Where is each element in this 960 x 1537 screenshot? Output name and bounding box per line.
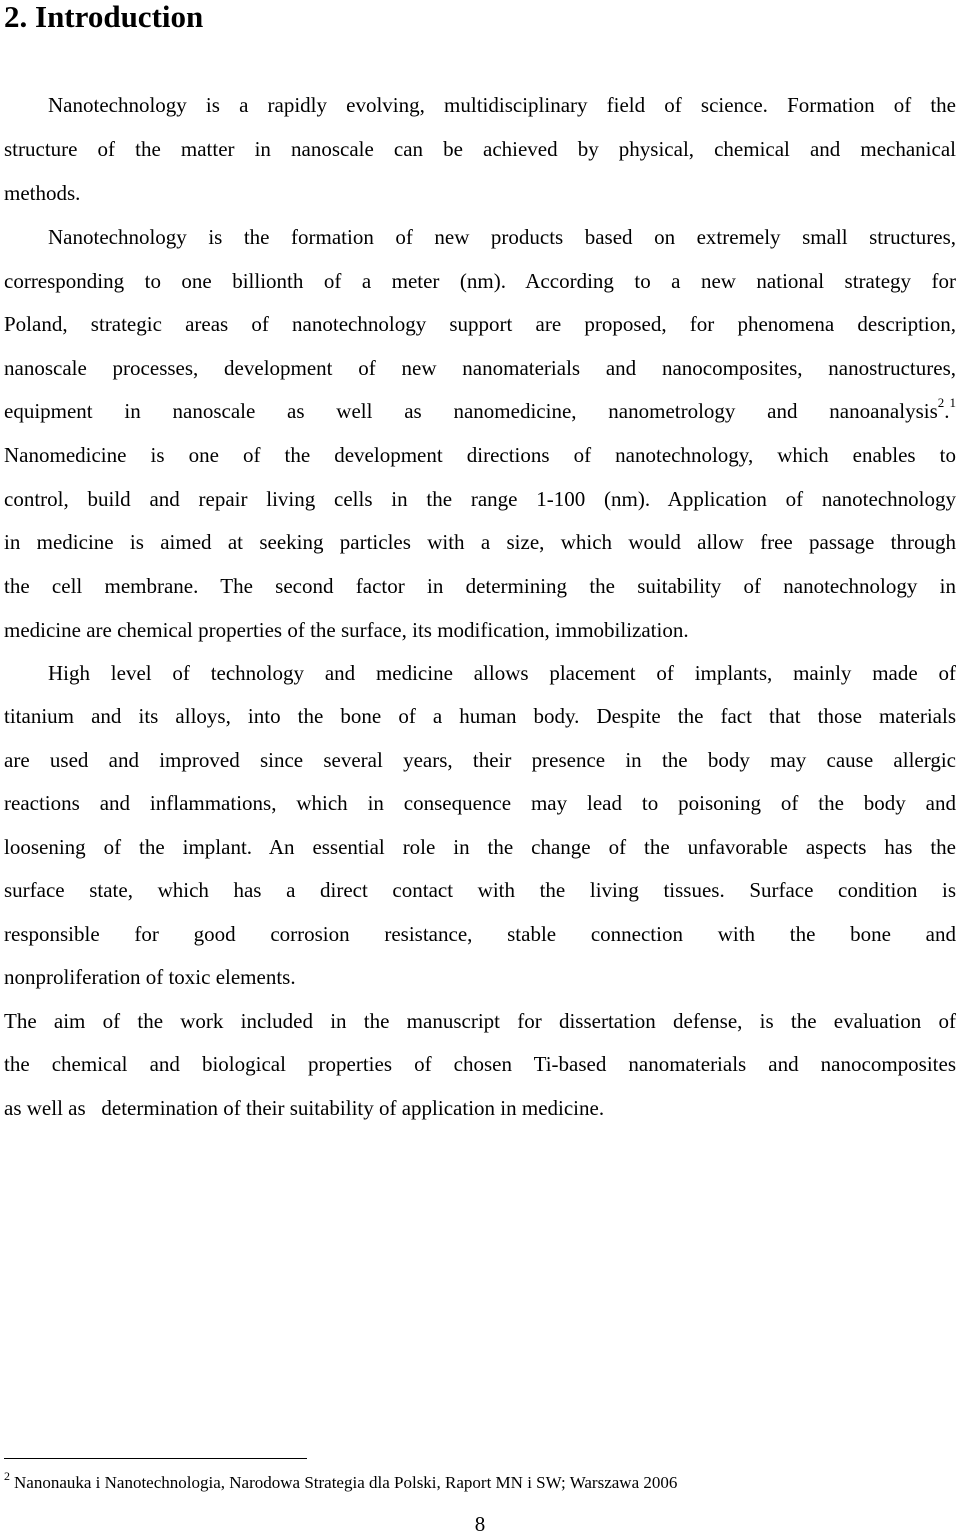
footnote-reference: 1 <box>949 395 956 410</box>
body-line: titanium and its alloys, into the bone of a human body. Despite the fact that those materials <box>4 704 956 728</box>
page-number: 8 <box>474 1512 486 1536</box>
body-line: Nanomedicine is one of the development directions of nanotechnology, which enables to <box>4 443 956 467</box>
body-line: in medicine is aimed at seeking particles with a size, which would allow free passage through <box>4 530 956 554</box>
body-line: nanoscale processes, development of new nanomaterials and nanocomposites, nanostructures, <box>4 356 956 380</box>
section-heading: 2. Introduction <box>4 0 204 34</box>
body-line: Poland, strategic areas of nanotechnology support are proposed, for phenomena description, <box>4 312 956 336</box>
body-line: responsible for good corrosion resistance, stable connection with the bone and <box>4 922 956 946</box>
footnote-text: Nanonauka i Nanotechnologia, Narodowa Strategia dla Polski, Raport MN i SW; Warszawa 2006 <box>14 1473 678 1492</box>
footnote <box>4 1469 678 1495</box>
body-line-punctuation: . <box>944 399 950 423</box>
body-line: corresponding to one billionth of a meter (nm). According to a new national strategy for <box>4 269 956 293</box>
body-line: reactions and inflammations, which in consequence may lead to poisoning of the body and <box>4 791 956 815</box>
body-line: control, build and repair living cells in the range 1-100 (nm). Application of nanotechnology <box>4 487 956 511</box>
body-line <box>4 395 956 424</box>
body-line: structure of the matter in nanoscale can be achieved by physical, chemical and mechanical <box>4 137 956 161</box>
body-line: as well as determination of their suitability of application in medicine. <box>4 1096 605 1120</box>
body-line: loosening of the implant. An essential role in the change of the unfavorable aspects has the <box>4 835 956 859</box>
body-line: The aim of the work included in the manuscript for dissertation defense, is the evaluation of <box>4 1009 956 1033</box>
body-line: High level of technology and medicine allows placement of implants, mainly made of <box>48 661 956 685</box>
body-line: the chemical and biological properties of chosen Ti-based nanomaterials and nanocomposites <box>4 1052 956 1076</box>
body-line: medicine are chemical properties of the surface, its modification, immobilization. <box>4 618 689 642</box>
body-line: methods. <box>4 181 81 205</box>
body-line: the cell membrane. The second factor in determining the suitability of nanotechnology in <box>4 574 956 598</box>
body-line: Nanotechnology is a rapidly evolving, multidisciplinary field of science. Formation of the <box>48 93 956 117</box>
body-line-text: equipment in nanoscale as well as nanomedicine, nanometrology and nanoanalysis <box>4 399 938 423</box>
footnote-reference: 2 <box>937 395 945 410</box>
footnote-separator <box>4 1458 307 1459</box>
body-line: Nanotechnology is the formation of new products based on extremely small structures, <box>48 225 956 249</box>
body-line: surface state, which has a direct contact with the living tissues. Surface condition is <box>4 878 956 902</box>
body-line: nonproliferation of toxic elements. <box>4 965 296 989</box>
body-line: are used and improved since several years, their presence in the body may cause allergic <box>4 748 956 772</box>
footnote-number: 2 <box>4 1469 10 1483</box>
